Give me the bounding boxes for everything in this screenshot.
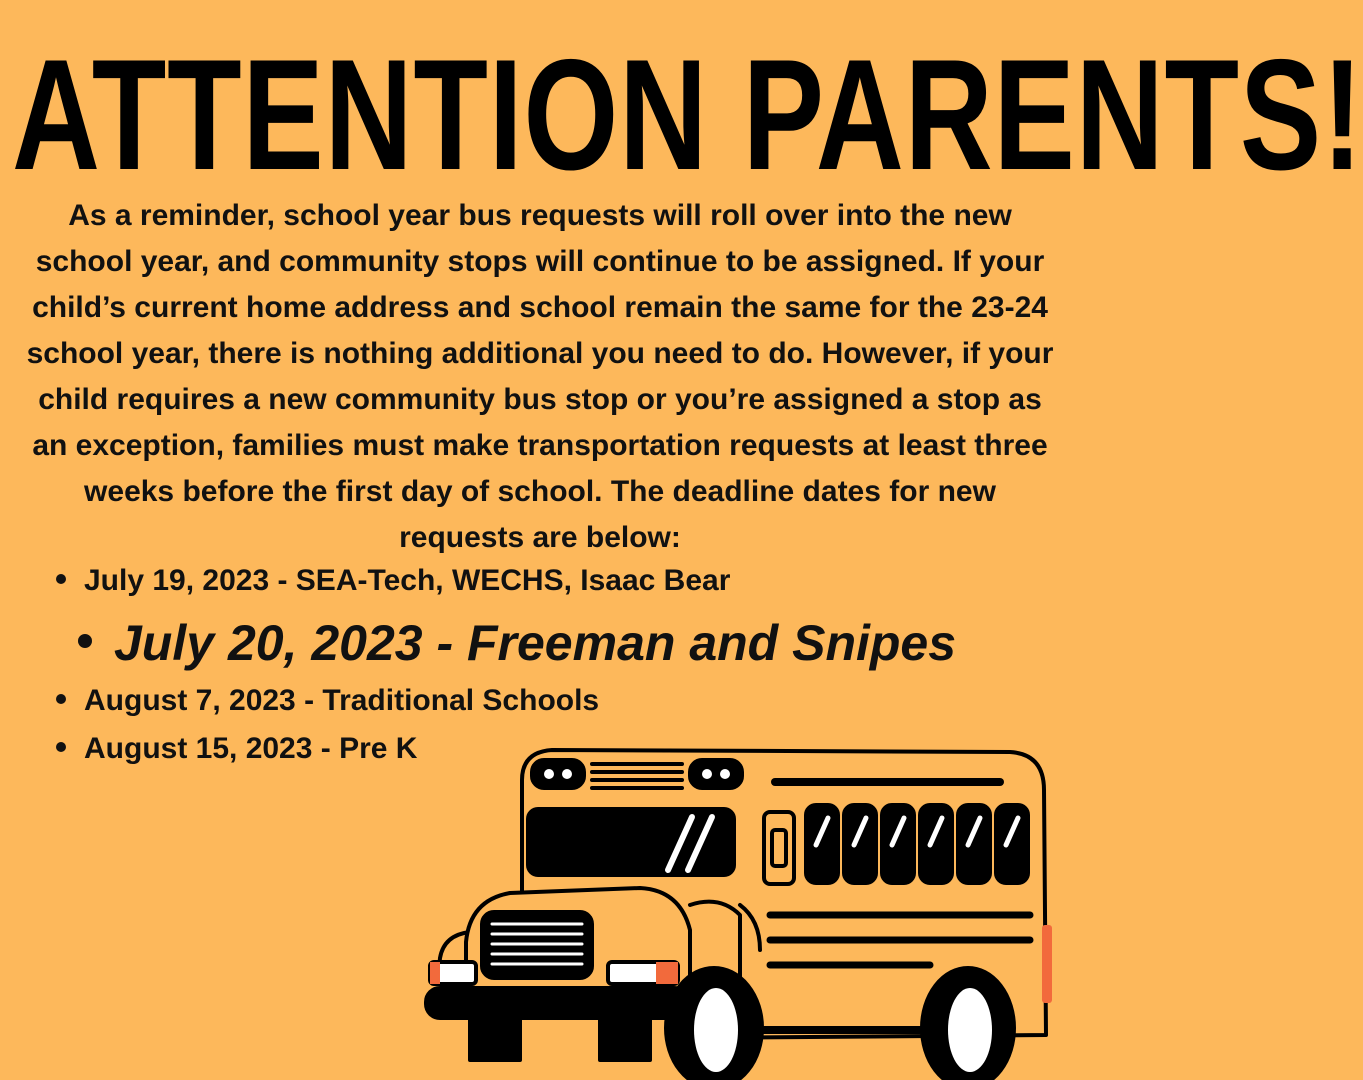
deadline-item	[56, 678, 599, 724]
deadline-text: July 20, 2023 - Freeman and Snipes	[114, 615, 957, 671]
deadline-text: August 15, 2023 - Pre K	[84, 732, 418, 765]
bullet-icon	[56, 574, 66, 584]
deadline-text: August 7, 2023 - Traditional Schools	[84, 684, 600, 717]
headline: ATTENTION PARENTS!	[12, 26, 1363, 203]
deadline-text: July 19, 2023 - SEA-Tech, WECHS, Isaac Bear	[84, 564, 731, 597]
reminder-paragraph: As a reminder, school year bus requests will roll over into the new school year, and community stops will continue to be assigned. If your child’s current home address and school remain the same for the 23-24 school year, there is nothing additional you need to do. However, if your child requires a new community bus stop or you’re assigned a stop as an exception, families must make transportation requests at least three weeks before the first day of school. The deadline dates for new requests are below:	[26, 199, 1054, 554]
front-wheel	[666, 968, 762, 1080]
deadline-item-highlight	[78, 608, 956, 678]
deadline-item	[56, 726, 417, 772]
front-bumper	[426, 988, 688, 1018]
bullet-icon	[56, 742, 66, 752]
bullet-icon	[56, 694, 66, 704]
deadline-item	[56, 558, 730, 604]
top-light-bar	[532, 760, 584, 788]
rear-light	[1042, 925, 1052, 1003]
school-bus-icon	[424, 745, 1080, 1080]
rear-wheel	[922, 968, 1014, 1080]
bullet-icon	[78, 634, 92, 648]
top-light-bar	[690, 760, 742, 788]
